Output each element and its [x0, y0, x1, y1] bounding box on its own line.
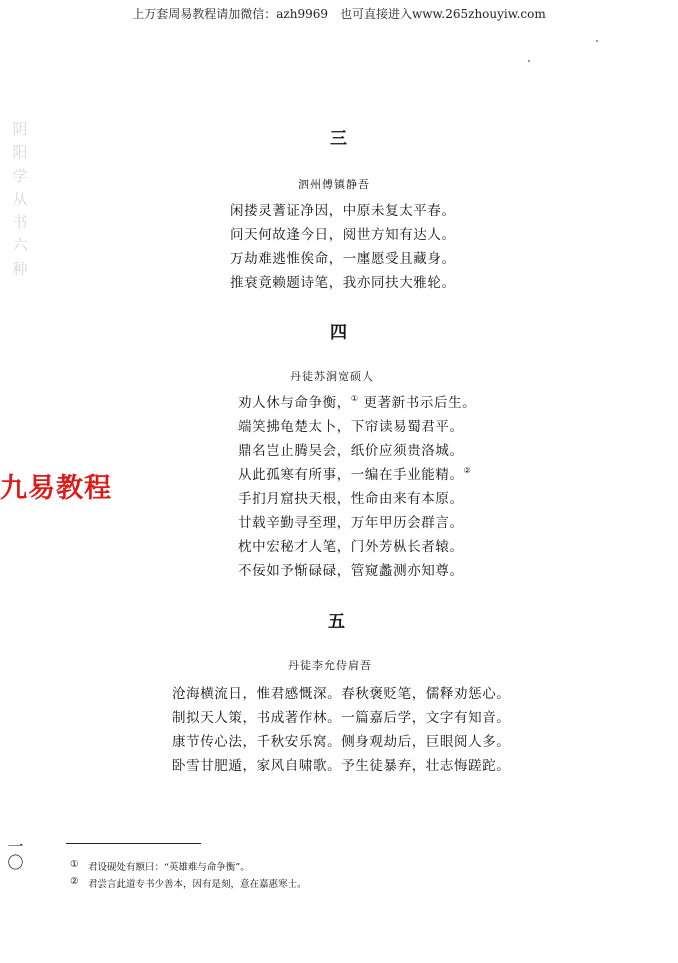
speck [528, 60, 530, 62]
ghost-char: 从 [12, 189, 28, 208]
poem-line: 康节传心法，千秋安乐窝。侧身观劫后，巨眼阅人多。 [172, 734, 511, 750]
poem-line: 问天何故逢今日，阅世方知有达人。 [230, 227, 456, 243]
speck [596, 40, 598, 42]
footnote-text: 君设砚处有额曰：“英雄难与命争衡”。 [88, 862, 250, 873]
page-number-text: 一〇 [5, 838, 24, 870]
poem-line: 沧海横流日，惟君感慨深。春秋褒贬笔，儒释劝惩心。 [172, 686, 511, 702]
ghost-char: 阴 [12, 120, 28, 138]
footnote-2 [70, 876, 307, 890]
poem-title: 丹徒李允侍肩吾 [288, 659, 372, 672]
poem-line: 端笑拂龟楚太卜，下帘读易蜀君平。 [238, 419, 464, 435]
footnote-ref: ② [463, 466, 472, 475]
footnote-ref: ① [350, 394, 359, 403]
footnote-divider [66, 843, 201, 844]
section-number-5: 五 [328, 612, 345, 632]
poem-line: 制拟天人策，书成著作林。一篇嘉后学，文字有知音。 [172, 710, 511, 726]
poem-line [238, 463, 471, 483]
poem-title: 泗州傅镇静吾 [298, 178, 370, 191]
poem-line: 推衰竟赖题诗笔，我亦同扶大雅轮。 [230, 275, 456, 291]
faded-side-text [6, 118, 34, 281]
poem-line: 不佞如予惭碌碌，管窥蠡测亦知尊。 [238, 563, 464, 579]
poem-line [238, 391, 476, 411]
poem-line: 枕中宏秘才人笔，门外芳枞长者辕。 [238, 539, 464, 555]
line-text: 更著新书示后生。 [358, 395, 477, 411]
poem-line: 廿载辛勤寻至理，万年甲历会群言。 [238, 515, 464, 531]
line-text: 劝人休与命争衡， [238, 395, 351, 411]
footnote-1 [70, 859, 250, 873]
poem-line: 手扪月窟抉天根，性命由来有本原。 [238, 491, 464, 507]
ghost-char: 阳 [12, 143, 28, 162]
page-number [6, 838, 22, 870]
footnote-mark: ② [70, 876, 79, 887]
footnote-mark: ① [70, 859, 79, 870]
section-number-4: 四 [330, 323, 347, 343]
ghost-char: 种 [12, 259, 28, 278]
footnote-text: 君尝言此道专书少善本，因有是刻，意在嘉惠寒士。 [88, 879, 307, 890]
ghost-char: 学 [12, 166, 28, 185]
ghost-char: 书 [12, 213, 28, 231]
page-header: 上万套周易教程请加微信：azh9969 也可直接进入www.265zhouyiw.com [132, 7, 546, 21]
watermark-logo: 九易教程 [0, 473, 112, 504]
ghost-char: 六 [12, 236, 28, 255]
poem-line: 鼎名岂止腾吴会，纸价应须贵洛城。 [238, 443, 464, 459]
poem-line: 万劫难逃惟俟命，一廛愿受且藏身。 [230, 251, 456, 267]
section-number-3: 三 [330, 129, 347, 149]
poem-line: 闲搂灵蓍证净因，中原未复太平春。 [230, 203, 456, 219]
poem-line: 卧雪甘肥遁，家风自啸歌。予生徒暴弃，壮志悔蹉跎。 [172, 758, 511, 774]
line-text: 从此孤寒有所事，一编在手业能精。 [238, 467, 464, 483]
poem-title: 丹徒苏涧宽硕人 [290, 370, 374, 383]
